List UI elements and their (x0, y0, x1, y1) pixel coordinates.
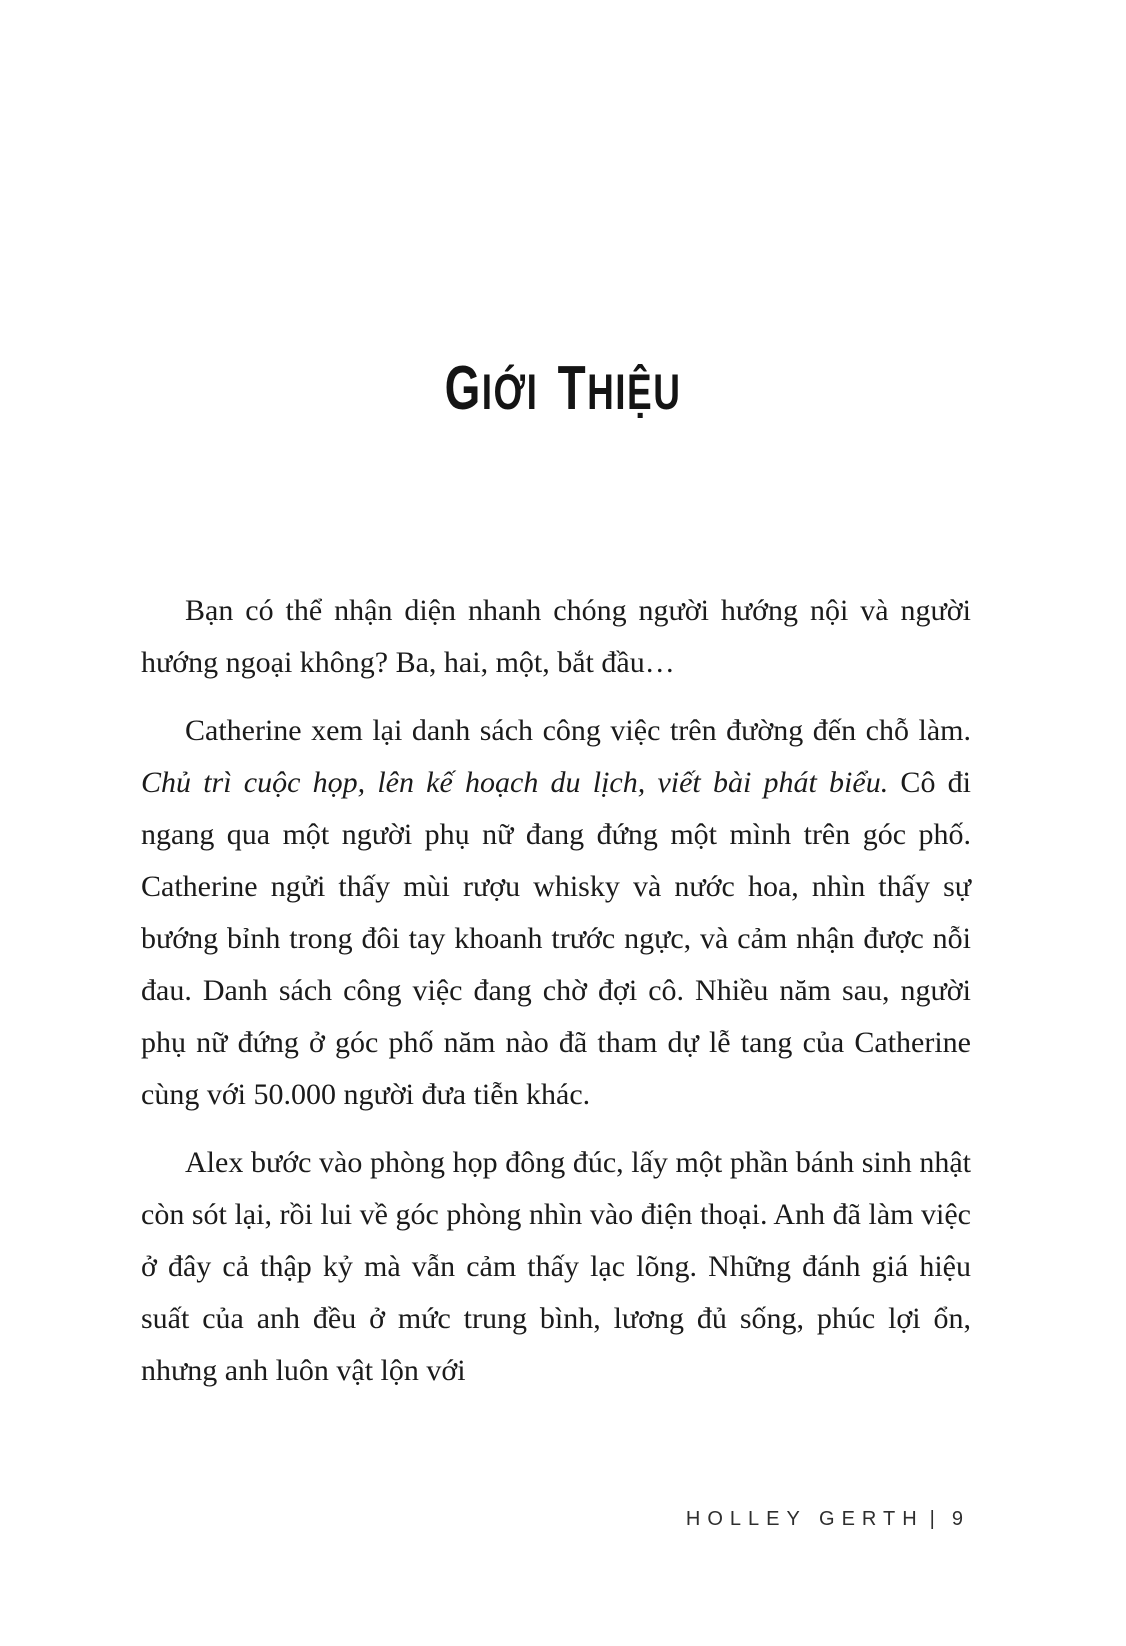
title-word (557, 354, 682, 423)
title-word-initial: G (444, 354, 482, 423)
italic-run: Chủ trì cuộc họp, lên kế hoạch du lịch, viết bài phát biểu. (141, 766, 889, 799)
paragraph-run: Bạn có thể nhận diện nhanh chóng người hướng nội và người hướng ngoại không? Ba, hai, một, bắt đầu… (141, 594, 971, 679)
page-title-text (444, 354, 682, 423)
title-word (444, 354, 539, 423)
page-title (0, 354, 1126, 423)
body-text (141, 585, 971, 1413)
paragraph (141, 1137, 971, 1397)
paragraph-run: Cô đi ngang qua một người phụ nữ đang đứng một mình trên góc phố. Catherine ngửi thấy mùi rượu whisky và nước hoa, nhìn thấy sự bướng bỉnh trong đôi tay khoanh trước ngực, và cảm nhận được nỗi đau. Danh sách công việc đang chờ đợi cô. Nhiều năm sau, người phụ nữ đứng ở góc phố năm nào đã tham dự lễ tang của Catherine cùng với 50.000 người đưa tiễn khác. (141, 766, 971, 1111)
paragraph (141, 705, 971, 1121)
paragraph (141, 585, 971, 689)
footer-separator: | (929, 1508, 942, 1530)
paragraph-run: Catherine xem lại danh sách công việc trên đường đến chỗ làm. (185, 714, 971, 747)
title-word-initial: T (557, 354, 588, 423)
title-word-rest: IỚI (481, 364, 539, 420)
title-word-rest: HIỆU (587, 364, 682, 420)
footer-author: HOLLEY GERTH (685, 1508, 924, 1530)
paragraph-run: Alex bước vào phòng họp đông đúc, lấy một phần bánh sinh nhật còn sót lại, rồi lui về góc phòng nhìn vào điện thoại. Anh đã làm việc ở đây cả thập kỷ mà vẫn cảm thấy lạc lõng. Những đánh giá hiệu suất của anh đều ở mức trung bình, lương đủ sống, phúc lợi ổn, nhưng anh luôn vật lộn với (141, 1146, 971, 1387)
page-footer (686, 1508, 970, 1531)
footer-page-number: 9 (951, 1508, 970, 1530)
